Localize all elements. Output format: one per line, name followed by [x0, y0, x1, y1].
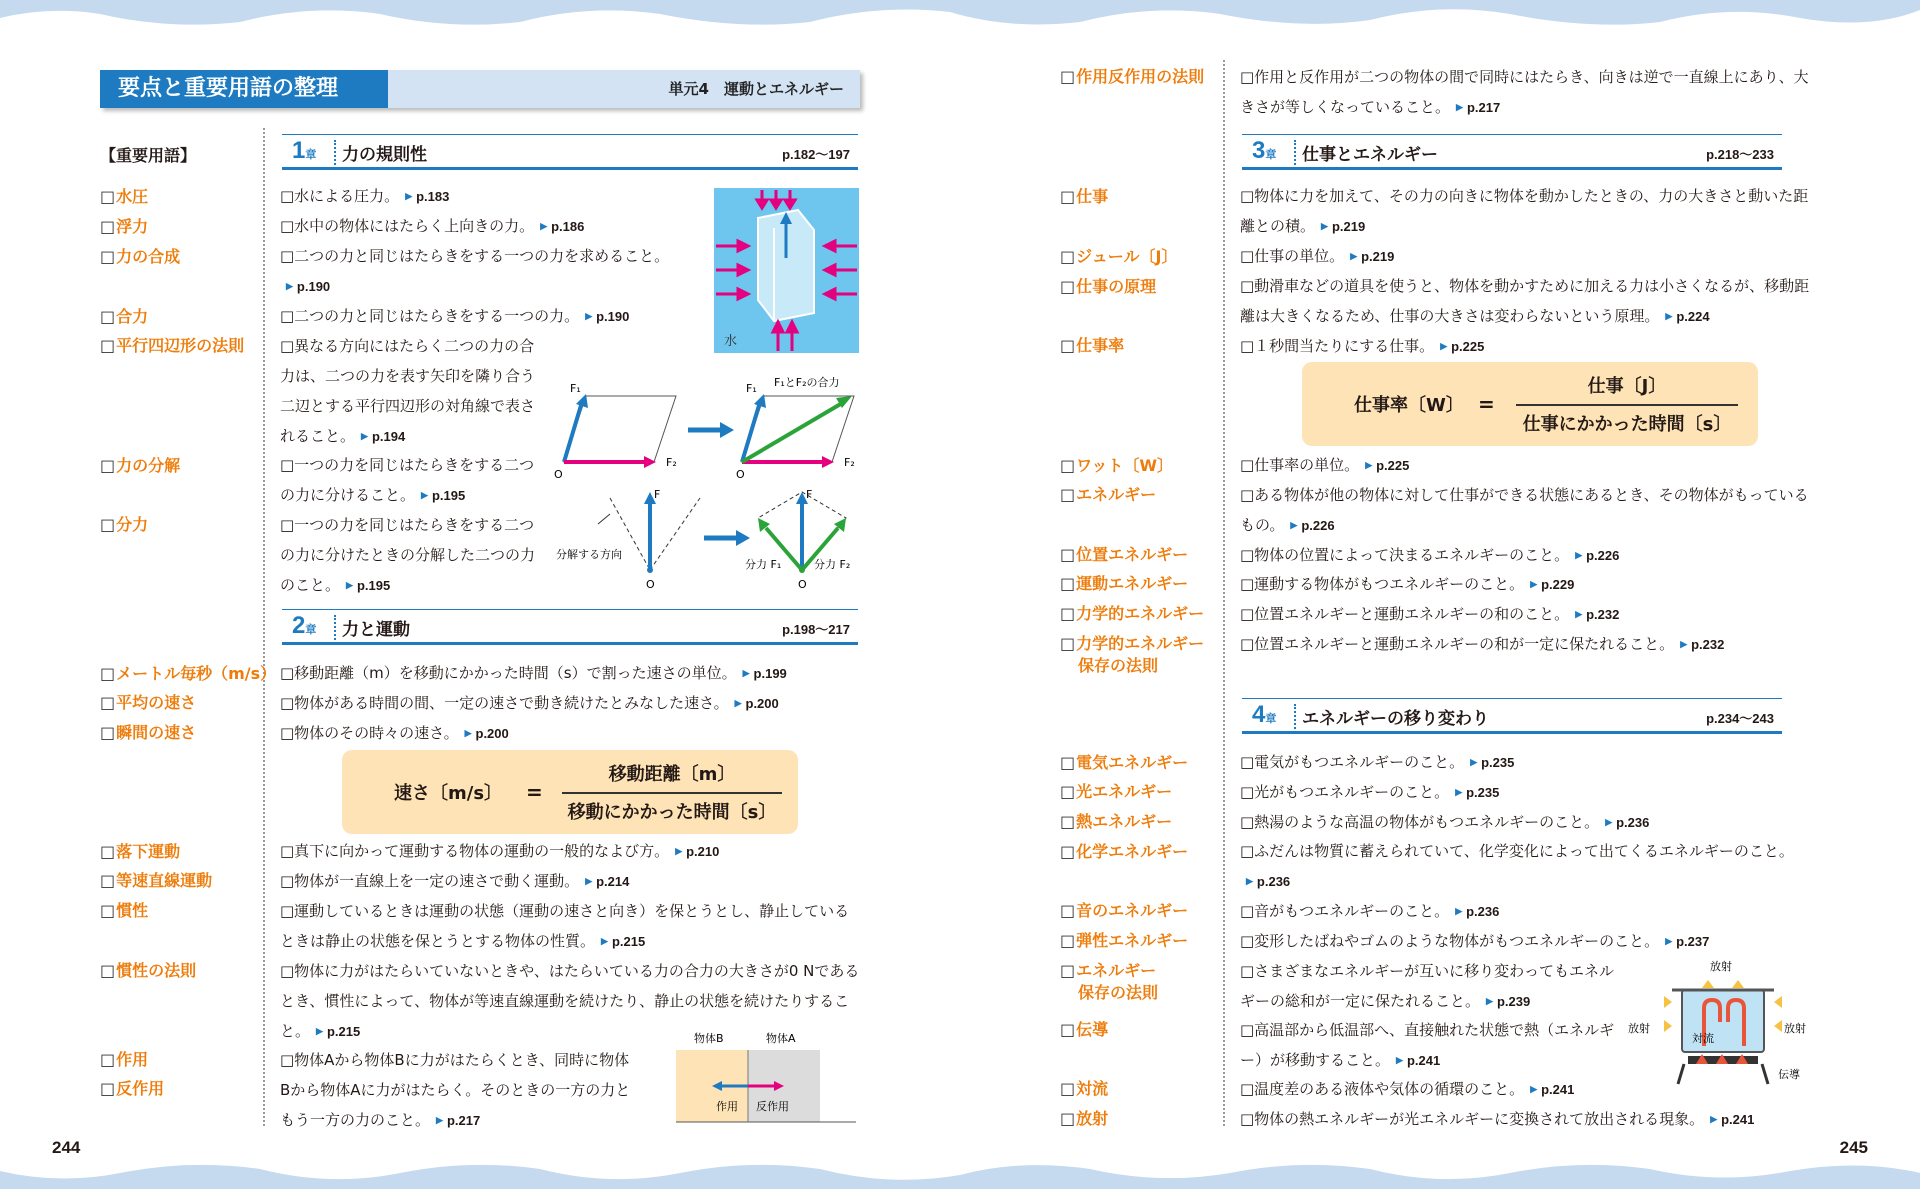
term-item: □力学的エネルギー — [1060, 604, 1205, 623]
term-item: □慣性 — [100, 901, 149, 920]
parallelogram-figure — [550, 372, 860, 482]
term-item: □反作用 — [100, 1079, 165, 1098]
column-divider — [263, 128, 265, 1126]
formula-equals: = — [1478, 392, 1495, 416]
definition: □位置エネルギーと運動エネルギーの和のこと。▶ p.232 — [1240, 599, 1820, 631]
term-item: □仕事の原理 — [1060, 277, 1157, 296]
definition: □真下に向かって運動する物体の運動の一般的なよび方。▶ p.210 — [280, 836, 860, 868]
definition: □物体Aから物体Bに力がはたらくとき、同時に物体Bから物体Aに力がはたらく。そのときの一方の力ともう一方の力のこと。▶ p.217 — [280, 1045, 635, 1137]
radiation-label: 放射 — [1710, 960, 1732, 973]
definition: □変形したばねやゴムのような物体がもつエネルギーのこと。▶ p.237 — [1240, 926, 1820, 958]
definition: □一つの力を同じはたらきをする二つの力に分けること。▶ p.195 — [280, 450, 542, 512]
definition: □１秒間当たりにする仕事。▶ p.225 — [1240, 331, 1820, 363]
chapter-number: 2章 — [292, 612, 317, 639]
definition: □一つの力を同じはたらきをする二つの力に分けたときの分解した二つの力のこと。▶ p.195 — [280, 510, 542, 602]
radiation-label: 放射 — [1628, 1022, 1650, 1035]
term-item: □作用反作用の法則 — [1060, 67, 1205, 86]
term-item: □等速直線運動 — [100, 871, 213, 890]
right-page — [960, 0, 1920, 1189]
label-F1: F₁ — [570, 382, 581, 395]
chapter-number: 1章 — [292, 137, 317, 164]
definition: □物体の位置によって決まるエネルギーのこと。▶ p.226 — [1240, 540, 1820, 572]
label-F: F — [806, 488, 813, 501]
term-item: □位置エネルギー — [1060, 545, 1189, 564]
chapter-title: エネルギーの移り変わり — [1294, 704, 1489, 729]
chapter-title: 力の規則性 — [334, 140, 427, 165]
page-number: 245 — [1839, 1138, 1868, 1157]
formula-denominator: 移動にかかった時間〔s〕 — [567, 802, 777, 823]
definition: □電気がもつエネルギーのこと。▶ p.235 — [1240, 747, 1820, 779]
term-item: □運動エネルギー — [1060, 574, 1189, 593]
fraction-bar — [1516, 404, 1738, 406]
chapter-1-header — [282, 134, 858, 170]
component-F1-label: 分力 F₁ — [745, 558, 782, 571]
definition: □音がもつエネルギーのこと。▶ p.236 — [1240, 896, 1820, 928]
chapter-pages: p.234〜243 — [1706, 711, 1774, 726]
water-pressure-figure — [714, 188, 859, 353]
definition: □水による圧力。▶ p.183 — [280, 181, 700, 213]
term-item: □電気エネルギー — [1060, 753, 1189, 772]
label-F2: F₂ — [844, 456, 855, 469]
definition: □移動距離（m）を移動にかかった時間（s）で割った速さの単位。▶ p.199 — [280, 658, 860, 690]
definition: □運動する物体がもつエネルギーのこと。▶ p.229 — [1240, 569, 1820, 601]
label-F1: F₁ — [746, 382, 757, 395]
power-formula — [1302, 362, 1758, 446]
term-item: □力の分解 — [100, 456, 181, 475]
label-O: O — [646, 578, 655, 591]
chapter-3-header — [1242, 134, 1782, 170]
chapter-number: 3章 — [1252, 137, 1277, 164]
definition: □仕事の単位。▶ p.219 — [1240, 241, 1820, 273]
definition: □動滑車などの道具を使うと、物体を動かすために加える力は小さくなるが、移動距離は大きくなるため、仕事の大きさは変わらないという原理。▶ p.224 — [1240, 271, 1820, 333]
definition: □物体の熱エネルギーが光エネルギーに変換されて放出される現象。▶ p.241 — [1240, 1104, 1820, 1136]
heat-transfer-figure — [1628, 956, 1818, 1106]
definition: □光がもつエネルギーのこと。▶ p.235 — [1240, 777, 1820, 809]
term-item: □放射 — [1060, 1109, 1109, 1128]
definition: □二つの力と同じはたらきをする一つの力。▶ p.190 — [280, 301, 700, 333]
term-item: □対流 — [1060, 1079, 1109, 1098]
term-item: □伝導 — [1060, 1020, 1109, 1039]
term-item: □力学的エネルギー 保存の法則 — [1060, 634, 1205, 675]
chapter-4-header — [1242, 698, 1782, 734]
definition: □物体に力を加えて、その力の向きに物体を動かしたときの、力の大きさと動いた距離との積。▶ p.219 — [1240, 181, 1820, 243]
term-item: □浮力 — [100, 217, 149, 236]
label-O: O — [798, 578, 807, 591]
label-F: F — [654, 488, 661, 501]
definition: □位置エネルギーと運動エネルギーの和が一定に保たれること。▶ p.232 — [1240, 629, 1820, 661]
definition: □運動しているときは運動の状態（運動の速さと向き）を保とうとし、静止しているときは静止の状態を保とうとする物体の性質。▶ p.215 — [280, 896, 860, 958]
resultant-label: F₁とF₂の合力 — [774, 376, 840, 389]
term-item: □ワット〔W〕 — [1060, 456, 1173, 475]
formula-equals: = — [526, 780, 543, 804]
definition: □物体がある時間の間、一定の速さで動き続けたとみなした速さ。▶ p.200 — [280, 688, 860, 720]
term-item: □メートル毎秒（m/s） — [100, 664, 277, 683]
definition: □高温部から低温部へ、直接触れた状態で熱（エネルギー）が移動すること。▶ p.241 — [1240, 1015, 1620, 1077]
chapter-title: 仕事とエネルギー — [1294, 140, 1438, 165]
banner-subtitle: 単元4 運動とエネルギー — [668, 80, 844, 98]
chapter-pages: p.218〜233 — [1706, 147, 1774, 162]
definition: □仕事率の単位。▶ p.225 — [1240, 450, 1820, 482]
object-A-label: 物体A — [766, 1032, 796, 1045]
term-item: □エネルギー 保存の法則 — [1060, 961, 1159, 1002]
term-item: □平均の速さ — [100, 693, 197, 712]
term-item: □弾性エネルギー — [1060, 931, 1189, 950]
term-item: □力の合成 — [100, 247, 181, 266]
decomposition-figure — [550, 488, 860, 593]
term-item: □エネルギー — [1060, 485, 1157, 504]
term-item: □瞬間の速さ — [100, 723, 197, 742]
chapter-pages: p.198〜217 — [782, 622, 850, 637]
term-item: □水圧 — [100, 187, 149, 206]
term-item: □慣性の法則 — [100, 961, 197, 980]
formula-numerator: 移動距離〔m〕 — [608, 764, 736, 785]
definition: □物体に力がはたらいていないときや、はたらいている力の合力の大きさが0 Nであるとき、慣性によって、物体が等速直線運動を続けたり、静止の状態を続けたりすること。▶ p.215 — [280, 956, 860, 1048]
keyword-heading: 【重要用語】 — [100, 146, 197, 165]
term-item: □光エネルギー — [1060, 782, 1173, 801]
term-item: □分力 — [100, 515, 149, 534]
term-item: □合力 — [100, 307, 149, 326]
reaction-label: 反作用 — [756, 1100, 789, 1113]
conduction-label: 伝導 — [1778, 1068, 1800, 1081]
definition: □さまざまなエネルギーが互いに移り変わってもエネルギーの総和が一定に保たれること。▶ p.239 — [1240, 956, 1620, 1018]
section-banner — [100, 70, 860, 108]
radiation-label: 放射 — [1784, 1022, 1806, 1035]
definition: □物体のその時々の速さ。▶ p.200 — [280, 718, 860, 750]
definition: □温度差のある液体や気体の循環のこと。▶ p.241 — [1240, 1074, 1820, 1106]
definition: □物体が一直線上を一定の速さで動く運動。▶ p.214 — [280, 866, 860, 898]
label-O: O — [554, 468, 563, 481]
action-label: 作用 — [716, 1100, 738, 1113]
term-item: □作用 — [100, 1050, 149, 1069]
definition: □二つの力と同じはたらきをする一つの力を求めること。▶ p.190 — [280, 241, 685, 303]
component-F2-label: 分力 F₂ — [814, 558, 851, 571]
label-F2: F₂ — [666, 456, 677, 469]
chapter-title: 力と運動 — [334, 615, 410, 640]
formula-left: 速さ〔m/s〕 — [394, 783, 503, 804]
term-item: □熱エネルギー — [1060, 812, 1173, 831]
definition: □ふだんは物質に蓄えられていて、化学変化によって出てくるエネルギーのこと。▶ p.236 — [1240, 836, 1820, 898]
formula-numerator: 仕事〔J〕 — [1587, 376, 1667, 397]
fraction-bar — [562, 792, 782, 794]
term-item: □平行四辺形の法則 — [100, 336, 245, 355]
decompose-label: 分解する方向 — [556, 548, 622, 561]
action-reaction-figure — [676, 1026, 862, 1126]
formula-left: 仕事率〔W〕 — [1354, 395, 1464, 416]
term-item: □落下運動 — [100, 842, 181, 861]
column-divider — [1223, 60, 1225, 1126]
term-item: □化学エネルギー — [1060, 842, 1189, 861]
chapter-number: 4章 — [1252, 701, 1277, 728]
force-F1-arrow — [564, 402, 582, 462]
definition: □ある物体が他の物体に対して仕事ができる状態にあるとき、その物体がもっているもの。▶ p.226 — [1240, 480, 1820, 542]
term-item: □音のエネルギー — [1060, 901, 1189, 920]
object-B-label: 物体B — [694, 1032, 724, 1045]
definition: □熱湯のような高温の物体がもつエネルギーのこと。▶ p.236 — [1240, 807, 1820, 839]
label-O: O — [736, 468, 745, 481]
definition: □作用と反作用が二つの物体の間で同時にはたらき、向きは逆で一直線上にあり、大きさが等しくなっていること。▶ p.217 — [1240, 62, 1820, 124]
definition: □水中の物体にはたらく上向きの力。▶ p.186 — [280, 211, 700, 243]
convection-label: 対流 — [1692, 1032, 1714, 1045]
term-item: □ジュール〔J〕 — [1060, 247, 1178, 266]
banner-title: 要点と重要用語の整理 — [100, 70, 388, 108]
water-label: 水 — [724, 334, 738, 349]
term-item: □仕事率 — [1060, 336, 1125, 355]
chapter-2-header — [282, 609, 858, 645]
formula-denominator: 仕事にかかった時間〔s〕 — [1522, 414, 1732, 435]
chapter-pages: p.182〜197 — [782, 147, 850, 162]
speed-formula — [342, 750, 798, 834]
definition: □異なる方向にはたらく二つの力の合力は、二つの力を表す矢印を隣り合う二辺とする平行四辺形の対角線で表されること。▶ p.194 — [280, 331, 542, 453]
page-number: 244 — [52, 1138, 81, 1157]
term-item: □仕事 — [1060, 187, 1109, 206]
